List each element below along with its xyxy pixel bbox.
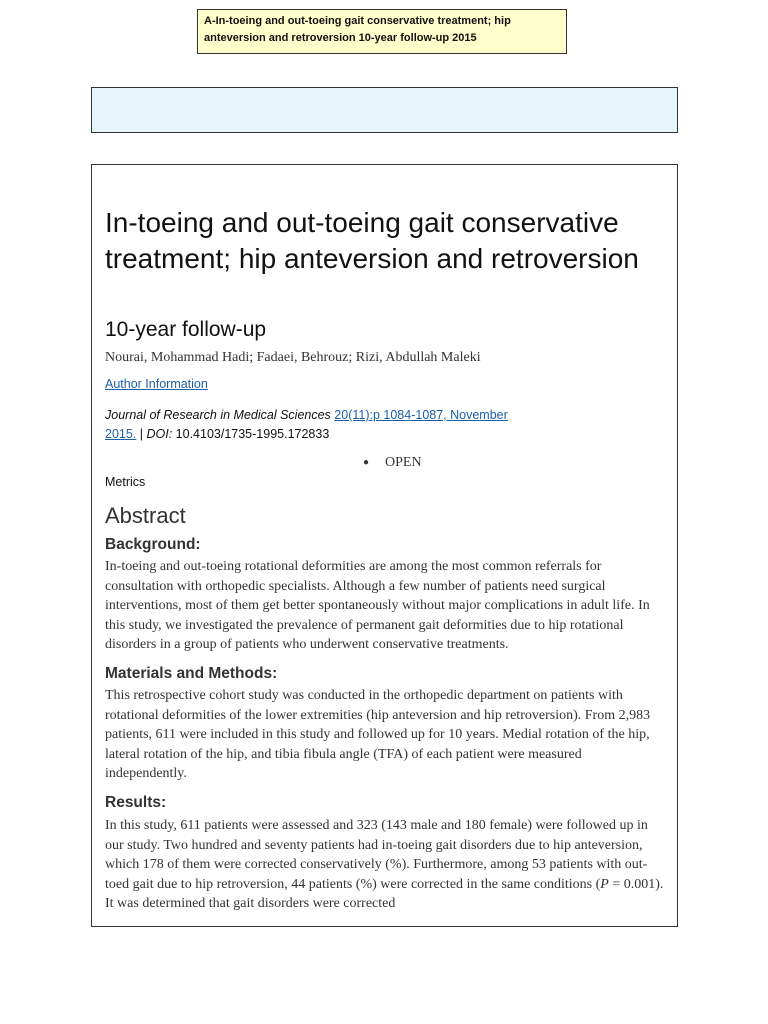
document-title-banner — [197, 9, 567, 54]
open-access-label: OPEN — [385, 455, 422, 470]
metrics-link[interactable]: Metrics — [105, 475, 146, 489]
article-subtitle: 10-year follow-up — [105, 318, 267, 341]
open-access-item — [363, 454, 422, 472]
background-heading: Background: — [105, 536, 201, 553]
results-heading: Results: — [105, 794, 167, 811]
empty-info-box — [91, 87, 678, 133]
results-text-part2: = 0.001). It was determined that gait disorders were corrected — [105, 876, 664, 911]
article-title: In-toeing and out-toeing gait conservative treatment; hip anteversion and retroversion — [105, 207, 639, 274]
banner-text: A-In-toeing and out-toeing gait conservative treatment; hip anteversion and retroversion 10-year follow-up 2015 — [204, 15, 511, 44]
journal-name: Journal of Research in Medical Sciences — [105, 408, 331, 422]
methods-heading: Materials and Methods: — [105, 665, 278, 682]
issue-link[interactable]: 20(11):p 1084-1087, November 2015. — [105, 408, 508, 441]
article-frame — [91, 164, 678, 927]
bullet-icon: ● — [363, 457, 370, 468]
citation — [105, 406, 525, 444]
abstract-heading: Abstract — [105, 503, 186, 528]
methods-text: This retrospective cohort study was conducted in the orthopedic department on patients with rotational deformities of the lower extremities (hip anteversion and hip retroversion). From 2,983 patients, 611 were included in this study and followed up for 10 years. Medial rotation of the hip, lateral rotation of the hip, and tibia fibula angle (TFA) of each patient were measured independently. — [105, 688, 651, 781]
results-text — [105, 816, 667, 914]
citation-separator: | — [136, 427, 147, 441]
p-value-symbol: P — [600, 876, 609, 892]
results-text-part1: In this study, 611 patients were assessed and 323 (143 male and 180 female) were followed up in our study. Two hundred and seventy patients had in-toeing gait disorders due to hip anteversion, which 178 of them were corrected conservatively (%). Furthermore, among 53 patients with out-toed gait due to hip retroversion, 44 patients (%) were corrected in the same conditions ( — [105, 818, 648, 892]
author-information-link[interactable]: Author Information — [105, 377, 208, 391]
doi-label: DOI: — [146, 427, 173, 441]
author-list: Nourai, Mohammad Hadi; Fadaei, Behrouz; Rizi, Abdullah Maleki — [105, 350, 481, 365]
background-text: In-toeing and out-toeing rotational deformities are among the most common referrals for consultation with orthopedic specialists. Although a few number of patients need surgical interventions, most of them get better spontaneously without major complications in adult life. In this study, we investigated the prevalence of permanent gait deformities due to hip rotational disorders in a group of patients who underwent conservative treatments. — [105, 559, 650, 652]
doi-value: 10.4103/1735-1995.172833 — [172, 427, 330, 441]
